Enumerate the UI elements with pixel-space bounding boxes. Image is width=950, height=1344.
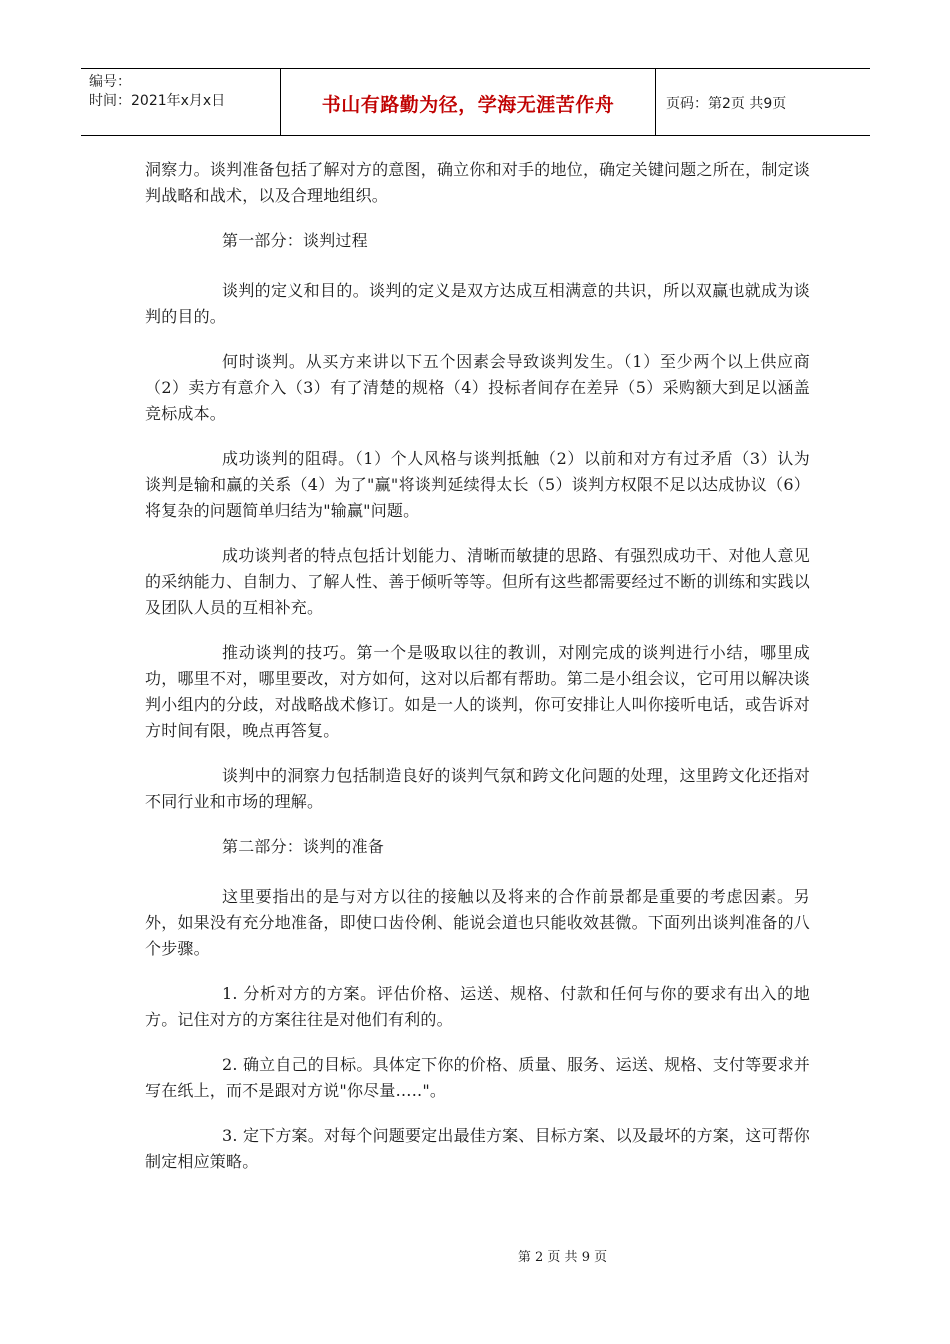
footer-page-number: 第 2 页 共 9 页 (517, 1250, 608, 1265)
page-footer (0, 1246, 950, 1265)
section-heading: 第二部分：谈判的准备 (222, 837, 385, 856)
paragraph: 成功谈判的阻碍。（1）个人风格与谈判抵触（2）以前和对方有过矛盾（3）认为谈判是输和赢的关系（4）为了"赢"将谈判延续得太长（5）谈判方权限不足以达成协议（6）将复杂的问题简单归结为"输赢"问题。 (145, 449, 810, 520)
paragraph: 洞察力。谈判准备包括了解对方的意图，确立你和对手的地位，确定关键问题之所在，制定谈判战略和战术，以及合理地组织。 (145, 160, 810, 205)
paragraph: 成功谈判者的特点包括计划能力、清晰而敏捷的思路、有强烈成功干、对他人意见的采纳能力、自制力、了解人性、善于倾听等等。但所有这些都需要经过不断的训练和实践以及团队人员的互相补充。 (145, 546, 810, 617)
paragraph: 推动谈判的技巧。第一个是吸取以往的教训，对刚完成的谈判进行小结，哪里成功，哪里不对，哪里要改，对方如何，这对以后都有帮助。第二是小组会议，它可用以解决谈判小组内的分歧，对战略战术修订。如是一人的谈判，你可安排让人叫你接听电话，或告诉对方时间有限，晚点再答复。 (145, 643, 810, 740)
document-body (145, 157, 810, 1194)
number-label: 编号： (89, 74, 131, 90)
list-item: 2. 确立自己的目标。具体定下你的价格、质量、服务、运送、规格、支付等要求并写在纸上，而不是跟对方说"你尽量….."。 (145, 1055, 810, 1100)
list-item: 3. 定下方案。对每个问题要定出最佳方案、目标方案、以及最坏的方案，这可帮你制定相应策略。 (145, 1126, 810, 1171)
motto-text: 书山有路勤为径，学海无涯苦作舟 (321, 93, 615, 116)
page-header (81, 68, 870, 136)
header-motto-cell (281, 69, 656, 135)
list-item: 1. 分析对方的方案。评估价格、运送、规格、付款和任何与你的要求有出入的地方。记住对方的方案往往是对他们有利的。 (145, 984, 810, 1029)
paragraph: 这里要指出的是与对方以往的接触以及将来的合作前景都是重要的考虑因素。另外，如果没有充分地准备，即使口齿伶俐、能说会道也只能收效甚微。下面列出谈判准备的八个步骤。 (145, 887, 810, 958)
section-heading: 第一部分：谈判过程 (222, 231, 368, 250)
date-line: 时间：2021年x月x日 (89, 93, 226, 109)
header-page-cell (656, 69, 870, 135)
paragraph: 谈判中的洞察力包括制造良好的谈判气氛和跨文化问题的处理，这里跨文化还指对不同行业和市场的理解。 (145, 766, 810, 811)
page-info: 页码：第2页 共9页 (666, 96, 787, 112)
paragraph: 谈判的定义和目的。谈判的定义是双方达成互相满意的共识，所以双赢也就成为谈判的目的。 (145, 281, 810, 326)
header-meta-cell (81, 69, 281, 135)
paragraph: 何时谈判。从买方来讲以下五个因素会导致谈判发生。（1）至少两个以上供应商（2）卖方有意介入（3）有了清楚的规格（4）投标者间存在差异（5）采购额大到足以涵盖竞标成本。 (145, 352, 810, 423)
